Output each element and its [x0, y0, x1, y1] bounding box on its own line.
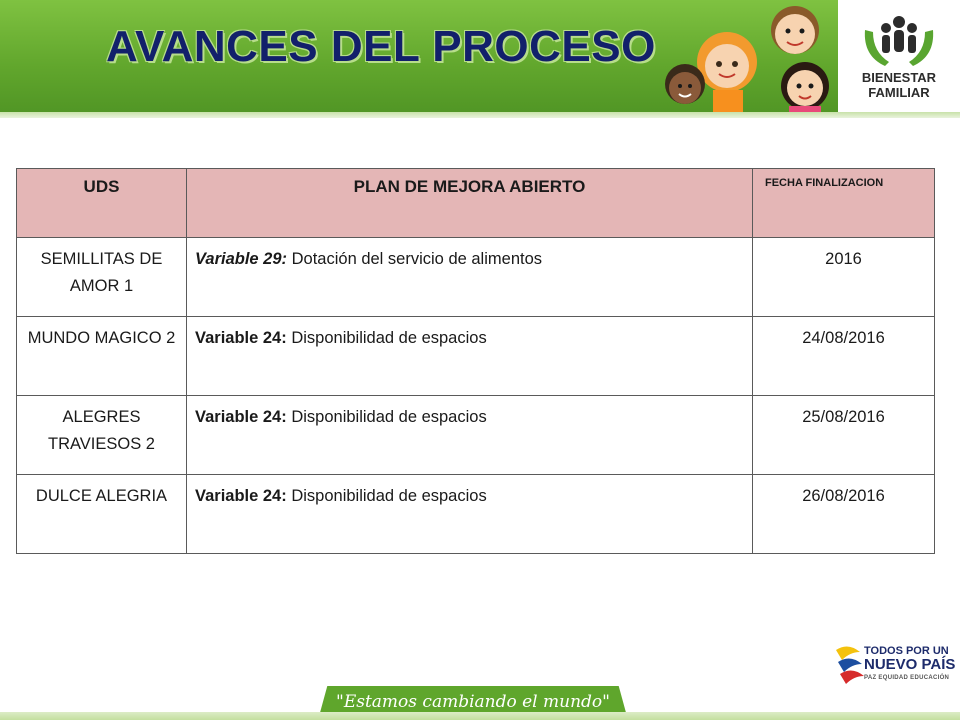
uds-cell: DULCE ALEGRIA	[17, 475, 187, 554]
table-row	[17, 317, 935, 396]
plan-description: Dotación del servicio de alimentos	[291, 250, 543, 268]
uds-cell: ALEGRES TRAVIESOS 2	[17, 396, 187, 475]
table-row	[17, 475, 935, 554]
plan-cell	[187, 396, 753, 475]
footer-line	[0, 712, 960, 720]
bienestar-familiar-logo	[838, 0, 960, 116]
plan-cell	[187, 238, 753, 317]
fecha-cell: 25/08/2016	[753, 396, 935, 475]
variable-label: Variable 24:	[195, 487, 287, 505]
children-illustration	[655, 0, 845, 118]
footer-slogan: "Estamos cambiando el mundo"	[336, 692, 610, 712]
plan-cell	[187, 475, 753, 554]
gov-line-3: PAZ EQUIDAD EDUCACIÓN	[864, 675, 950, 681]
uds-cell: SEMILLITAS DE AMOR 1	[17, 238, 187, 317]
plan-description: Disponibilidad de espacios	[291, 329, 487, 347]
family-hands-icon	[859, 12, 939, 68]
table-row	[17, 396, 935, 475]
slide-title: AVANCES DEL PROCESO	[106, 22, 656, 71]
header-plan: PLAN DE MEJORA ABIERTO	[187, 169, 753, 238]
gov-line-1: TODOS POR UN	[864, 645, 949, 657]
uds-cell: MUNDO MAGICO 2	[17, 317, 187, 396]
fecha-cell: 26/08/2016	[753, 475, 935, 554]
improvement-plan-table	[16, 168, 935, 554]
header-uds: UDS	[17, 169, 187, 238]
plan-description: Disponibilidad de espacios	[291, 487, 487, 505]
fecha-cell: 24/08/2016	[753, 317, 935, 396]
variable-label: Variable 24:	[195, 408, 287, 426]
table-row	[17, 238, 935, 317]
header-banner	[0, 0, 960, 118]
plan-description: Disponibilidad de espacios	[291, 408, 487, 426]
logo-line-1: BIENESTAR	[861, 70, 937, 85]
variable-label: Variable 24:	[195, 329, 287, 347]
plan-cell	[187, 317, 753, 396]
header-fecha: FECHA FINALIZACION	[753, 169, 935, 238]
gov-line-2: NUEVO PAÍS	[864, 656, 956, 673]
variable-label: Variable 29:	[195, 250, 288, 268]
fecha-cell: 2016	[753, 238, 935, 317]
table-header-row	[17, 169, 935, 238]
logo-line-2: FAMILIAR	[868, 85, 930, 100]
